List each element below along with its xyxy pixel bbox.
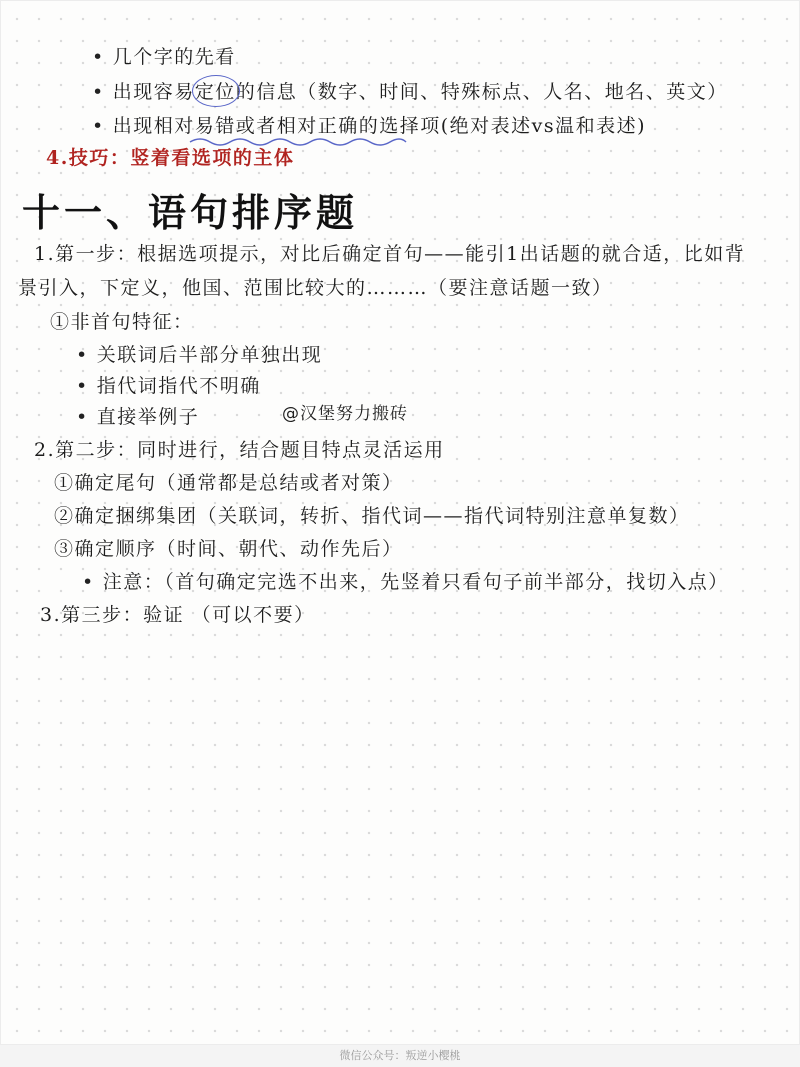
section-title: 十一、语句排序题 bbox=[22, 190, 359, 235]
bullet-read-short: • 几个字的先看 bbox=[92, 44, 236, 70]
bullet-locatable-info: • 出现容易定位的信息（数字、时间、特殊标点、人名、地名、英文） bbox=[92, 79, 728, 105]
non-first-bullet-3: • 直接举例子 bbox=[76, 404, 199, 430]
non-first-heading: ①非首句特征： bbox=[50, 311, 194, 333]
step1-line2: 景引入，下定义，他国、范围比较大的………（要注意话题一致） bbox=[18, 277, 613, 299]
author-signature: @汉堡努力搬砖 bbox=[282, 404, 408, 424]
attention-note: • 注意：（首句确定完选不出来，先竖着只看句子前半部分，找切入点） bbox=[82, 569, 729, 595]
step2-item-1: ①确定尾句（通常都是总结或者对策） bbox=[54, 472, 403, 494]
annotation-circle bbox=[192, 75, 240, 107]
step3-line: 3.第三步：验证 （可以不要） bbox=[40, 604, 315, 626]
tip-line: 4.技巧：竖着看选项的主体 bbox=[46, 147, 295, 169]
step2-line: 2.第二步：同时进行，结合题目特点灵活运用 bbox=[34, 439, 445, 461]
non-first-bullet-1: • 关联词后半部分单独出现 bbox=[76, 342, 322, 368]
non-first-bullet-2: • 指代词指代不明确 bbox=[76, 373, 261, 399]
bullet-right-wrong-options: • 出现相对易错或者相对正确的选择项(绝对表述vs温和表述) bbox=[92, 113, 646, 139]
step2-item-3: ③确定顺序（时间、朝代、动作先后） bbox=[54, 538, 403, 560]
footer-watermark: 微信公众号：叛逆小樱桃 bbox=[0, 1045, 800, 1067]
step2-item-2: ②确定捆绑集团（关联词，转折、指代词——指代词特别注意单复数） bbox=[54, 505, 690, 527]
step1-line1: 1.第一步：根据选项提示，对比后确定首句——能引1出话题的就合适，比如背 bbox=[34, 243, 746, 265]
